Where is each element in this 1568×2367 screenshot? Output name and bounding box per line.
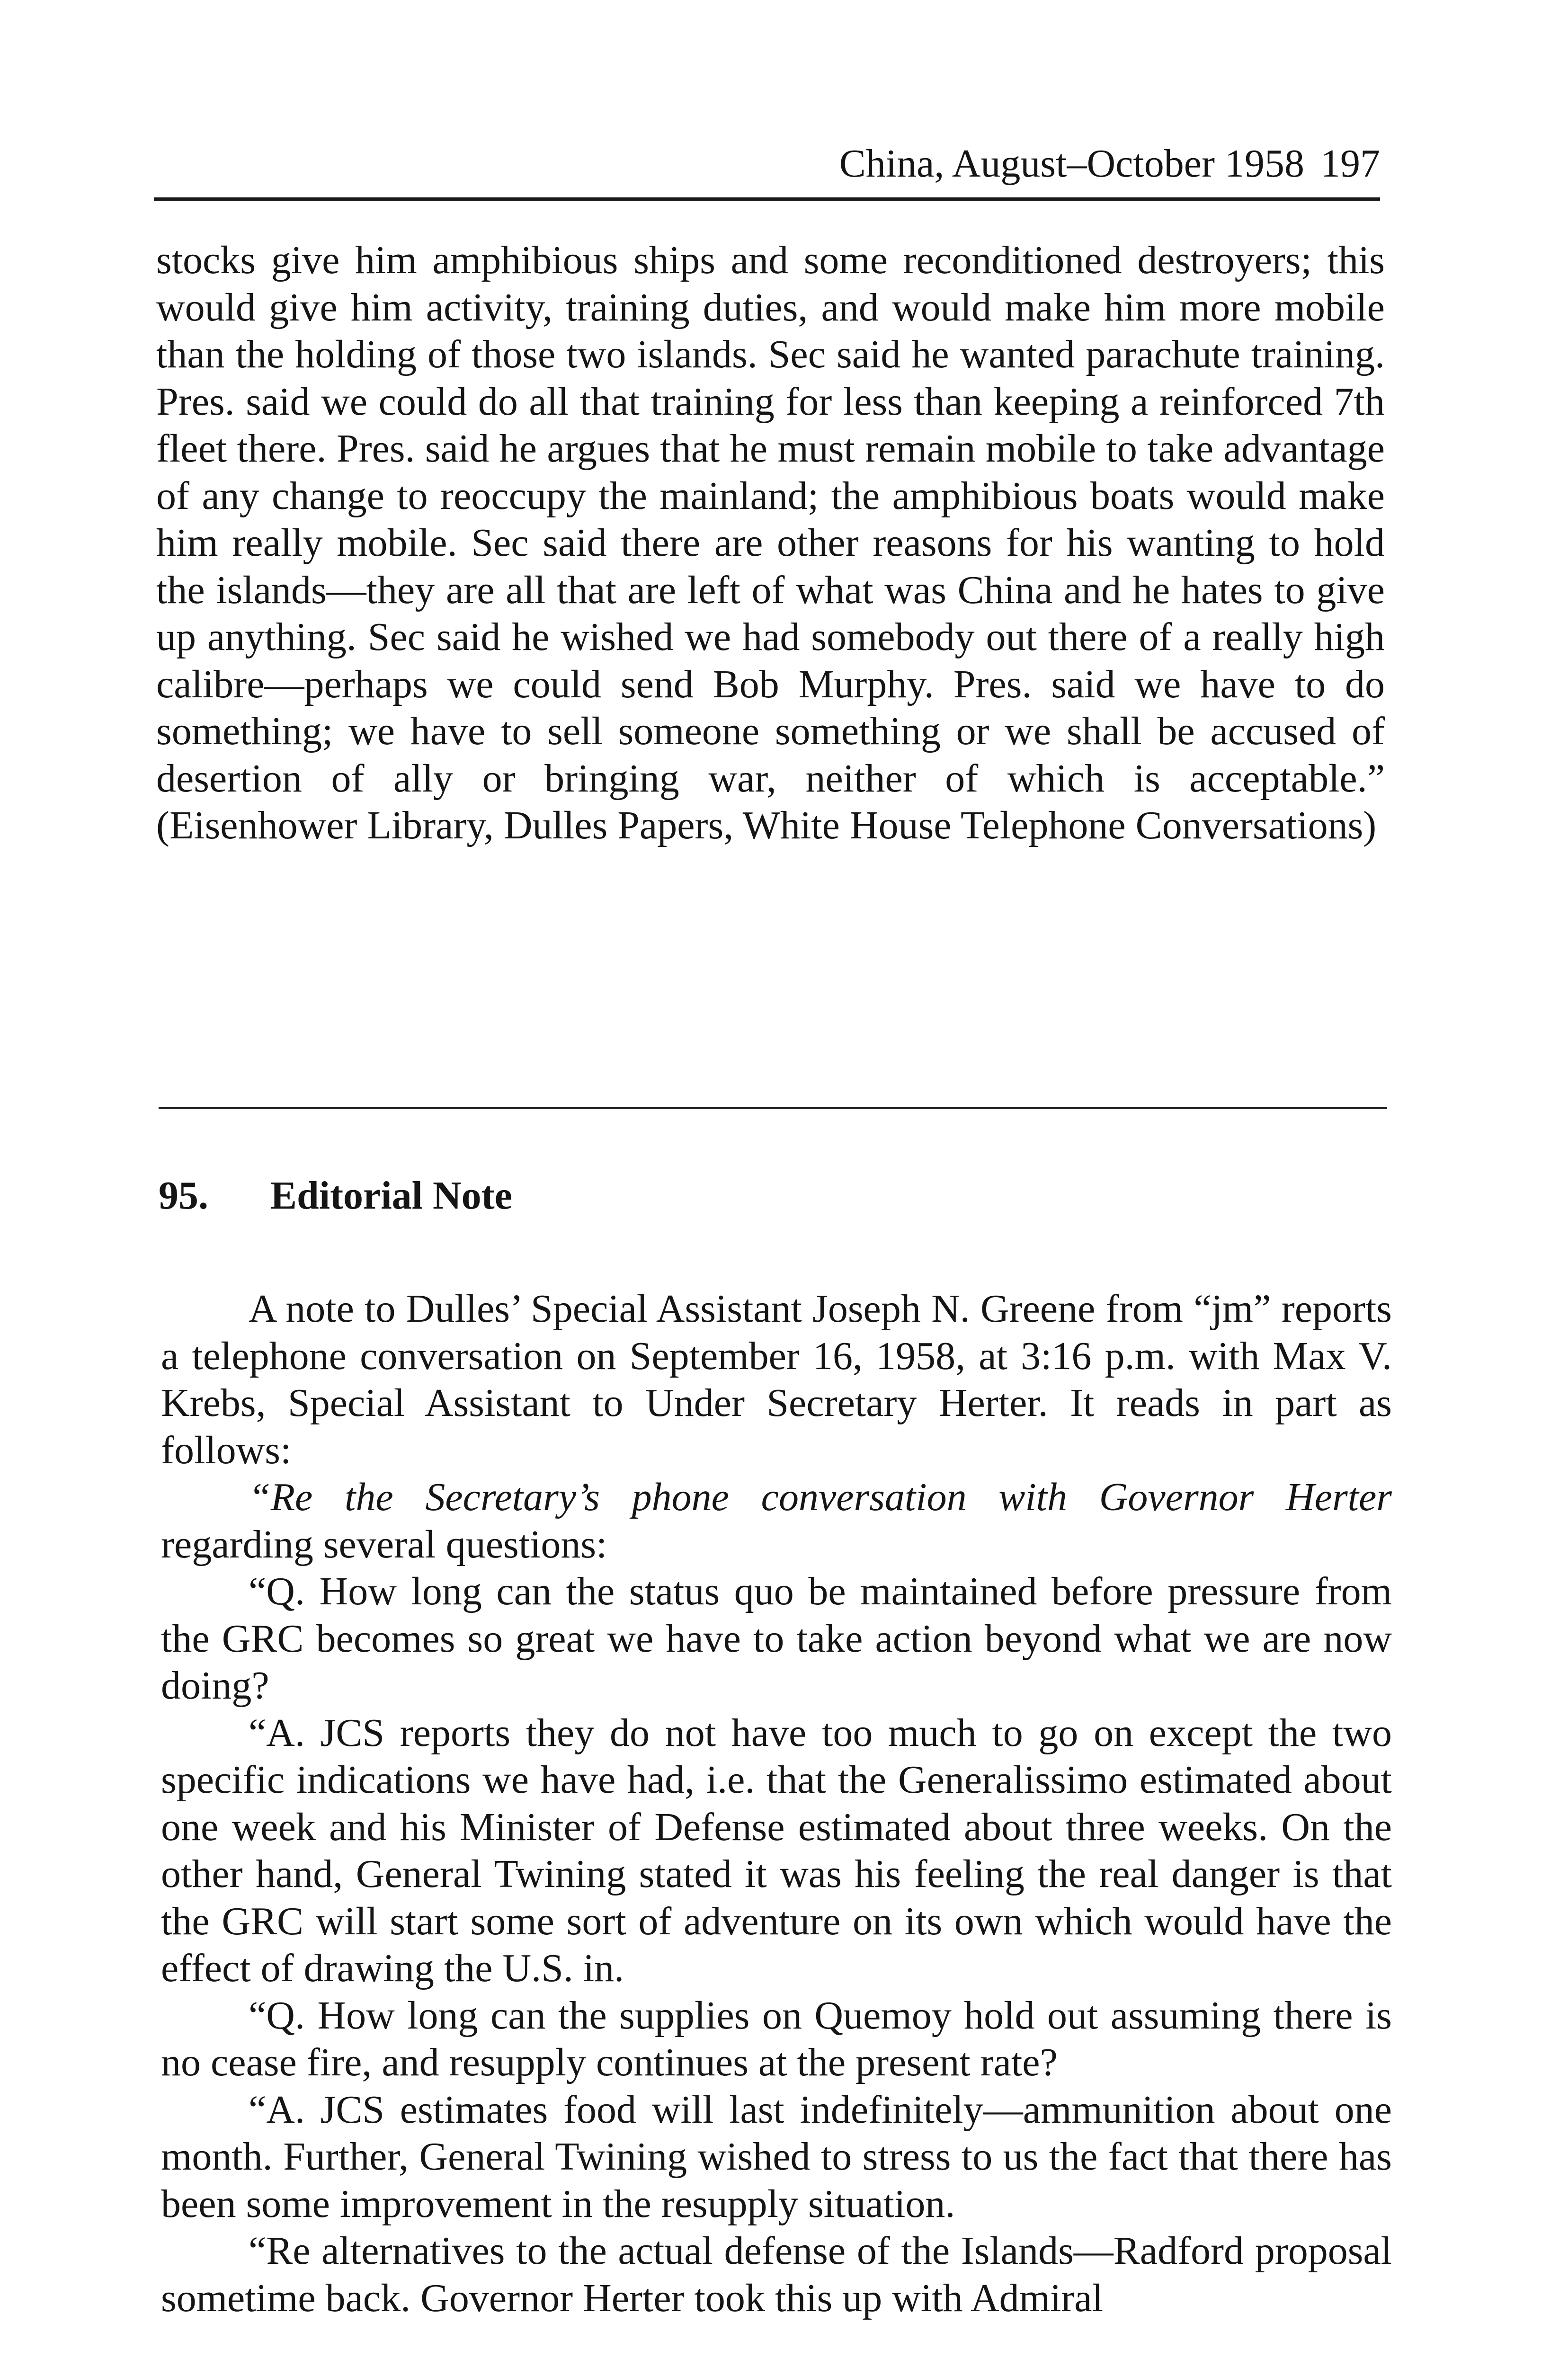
continued-paragraph: stocks give him amphibious ships and some reconditioned destroyers; this would give him activity, training duties, and would make him more mobile than the holding of those two islands. Sec said he wanted parachute training. Pres. said we could do all that training for less than keeping a reinforced 7th fleet there. Pres. said he argues that he must remain mobile to take advantage of any change to reoccupy the mainland; the amphibious boats would make him really mobile. Sec said there are other reasons for his wanting to hold the islands—they are all that are left of what was China and he hates to give up anything. Sec said he wished we had somebody out there of a really high calibre—perhaps we could send Bob Murphy. Pres. said we have to do something; we have to sell someone something or we shall be accused of desertion of ally or bringing war, neither of which is acceptable.” (Eisenhower Library, Dulles Papers, White House Telephone Conversations) [156,238,1385,847]
header-rule [154,197,1380,201]
note-paragraph-4: “A. JCS reports they do not have too much to go on except the two specific indications we have had, i.e. that the Generalissimo estimated about one week and his Minister of Defense estimated about three weeks. On the other hand, General Twining stated it was his feeling the real danger is that the GRC will start some sort of adventure on its own which would have the effect of drawing the U.S. in. [161,1710,1392,1990]
note-paragraph-3: “Q. How long can the status quo be maintained before pressure from the GRC becomes so great we have to take action beyond what we are now doing? [161,1569,1392,1708]
running-title: China, August–October 1958 [839,142,1304,186]
document-title: Editorial Note [270,1174,512,1218]
editorial-note-body [161,1285,1392,2322]
document-heading [159,1172,512,1219]
continued-text-block [156,237,1385,849]
section-separator-rule [159,1107,1387,1109]
note-paragraph-2-italic: “Re the Secretary’s phone conversation with Governor Herter [249,1475,1392,1519]
running-head [154,140,1380,187]
note-paragraph-5: “Q. How long can the supplies on Quemoy hold out assuming there is no cease fire, and resupply continues at the present rate? [161,1993,1392,2084]
note-paragraph-2-rest: regarding several questions: [161,1522,607,1566]
page-number: 197 [1320,142,1380,186]
document-number: 95. [159,1174,208,1218]
note-paragraph-7: “Re alternatives to the actual defense of the Islands—Radford proposal sometime back. Governor Herter took this up with Admiral [161,2229,1392,2320]
note-paragraph-2 [161,1474,1392,1568]
note-paragraph-1: A note to Dulles’ Special Assistant Joseph N. Greene from “jm” reports a telephone conversation on September 16, 1958, at 3:16 p.m. with Max V. Krebs, Special Assistant to Under Secretary Herter. It reads in part as follows: [161,1287,1392,1472]
note-paragraph-6: “A. JCS estimates food will last indefinitely—ammunition about one month. Further, General Twining wished to stress to us the fact that there has been some improvement in the resupply situation. [161,2087,1392,2226]
